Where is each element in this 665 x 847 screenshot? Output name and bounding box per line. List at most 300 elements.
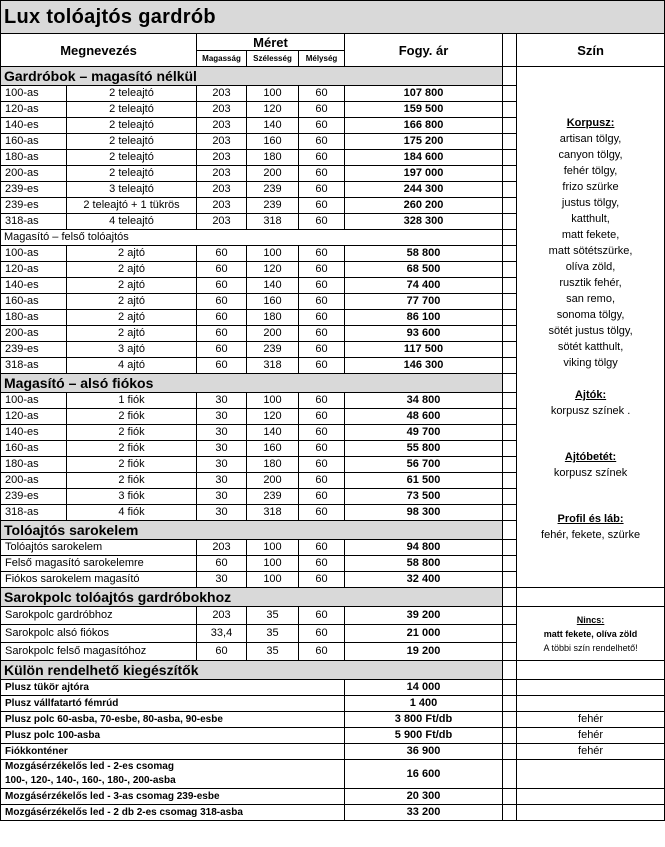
table-row [1, 789, 665, 805]
item-height: 203 [197, 118, 247, 134]
spacer-cell [503, 67, 517, 86]
item-depth: 60 [299, 166, 345, 182]
accessory-color [517, 680, 665, 696]
spacer-cell [503, 393, 517, 409]
col-header-name: Megnevezés [1, 34, 197, 67]
item-code: 239-es [1, 182, 67, 198]
spacer-cell [503, 342, 517, 358]
section-header-sarokpolc [1, 588, 665, 607]
spacer-cell [503, 489, 517, 505]
item-height: 203 [197, 182, 247, 198]
item-height: 60 [197, 310, 247, 326]
spacer-cell [503, 744, 517, 760]
item-width: 100 [247, 246, 299, 262]
korpusz-color: sötét katthult, [557, 341, 624, 353]
item-depth: 60 [299, 118, 345, 134]
item-price: 56 700 [345, 457, 503, 473]
profil-heading: Profil és láb: [557, 513, 624, 525]
item-code: 100-as [1, 86, 67, 102]
item-price: 73 500 [345, 489, 503, 505]
item-height: 60 [197, 342, 247, 358]
item-width: 100 [247, 556, 299, 572]
item-width: 239 [247, 342, 299, 358]
item-type: 2 teleajtó [67, 86, 197, 102]
spacer-cell [503, 805, 517, 821]
item-price: 61 500 [345, 473, 503, 489]
item-price: 244 300 [345, 182, 503, 198]
korpusz-color: sonoma tölgy, [556, 309, 625, 321]
spacer-cell [503, 712, 517, 728]
nincs-colors: matt fekete, olíva zöld [543, 628, 638, 639]
item-price: 21 000 [345, 625, 503, 643]
spacer-cell [503, 358, 517, 374]
spacer-cell [503, 556, 517, 572]
item-height: 203 [197, 134, 247, 150]
item-price: 74 400 [345, 278, 503, 294]
item-price: 55 800 [345, 441, 503, 457]
col-header-depth: Mélység [299, 51, 345, 67]
item-type: 1 fiók [67, 393, 197, 409]
item-width: 180 [247, 310, 299, 326]
korpusz-color: san remo, [566, 293, 616, 305]
item-price: 328 300 [345, 214, 503, 230]
item-code: 318-as [1, 358, 67, 374]
item-type: 2 fiók [67, 425, 197, 441]
item-depth: 60 [299, 310, 345, 326]
spacer-cell [503, 696, 517, 712]
accessory-name-line: Mozgásérzékelős led - 2-es csomag [5, 761, 174, 772]
item-code: 239-es [1, 198, 67, 214]
item-depth: 60 [299, 214, 345, 230]
accessory-color [517, 760, 665, 789]
spacer-cell [503, 262, 517, 278]
item-depth: 60 [299, 393, 345, 409]
item-height: 203 [197, 540, 247, 556]
item-depth: 60 [299, 342, 345, 358]
spacer-cell [503, 134, 517, 150]
item-code: 239-es [1, 342, 67, 358]
item-code: 140-es [1, 278, 67, 294]
accessory-name [1, 744, 345, 760]
item-price: 49 700 [345, 425, 503, 441]
spacer-cell [503, 789, 517, 805]
item-price: 94 800 [345, 540, 503, 556]
item-type: 2 teleajtó [67, 150, 197, 166]
section-title: Külön rendelhető kiegészítők [1, 661, 503, 680]
item-width: 180 [247, 150, 299, 166]
spacer-cell [503, 326, 517, 342]
item-height: 60 [197, 294, 247, 310]
item-depth: 60 [299, 102, 345, 118]
spacer-cell [503, 118, 517, 134]
accessory-name [1, 760, 345, 789]
item-depth: 60 [299, 505, 345, 521]
spacer-cell [503, 198, 517, 214]
accessory-name [1, 789, 345, 805]
spacer-cell [503, 150, 517, 166]
item-width: 160 [247, 134, 299, 150]
item-width: 120 [247, 262, 299, 278]
item-width: 100 [247, 540, 299, 556]
spacer-cell [503, 473, 517, 489]
spacer-cell [503, 607, 517, 625]
item-type: 2 ajtó [67, 294, 197, 310]
item-height: 60 [197, 278, 247, 294]
item-height: 30 [197, 572, 247, 588]
item-height: 60 [197, 643, 247, 661]
spacer-cell [503, 86, 517, 102]
table-row [1, 805, 665, 821]
accessory-name-line: Plusz tükör ajtóra [5, 682, 89, 693]
item-depth: 60 [299, 134, 345, 150]
item-price: 175 200 [345, 134, 503, 150]
korpusz-color: fehér tölgy, [563, 165, 618, 177]
item-type: 2 fiók [67, 473, 197, 489]
item-height: 203 [197, 86, 247, 102]
item-height: 203 [197, 198, 247, 214]
item-height: 203 [197, 214, 247, 230]
unavailable-colors-note [517, 607, 665, 661]
item-price: 197 000 [345, 166, 503, 182]
accessory-name [1, 696, 345, 712]
item-depth: 60 [299, 556, 345, 572]
spacer-cell [503, 310, 517, 326]
item-depth: 60 [299, 489, 345, 505]
item-type: 4 ajtó [67, 358, 197, 374]
item-height: 203 [197, 166, 247, 182]
item-code: 120-as [1, 262, 67, 278]
item-width: 200 [247, 473, 299, 489]
item-type: 2 ajtó [67, 326, 197, 342]
item-depth: 60 [299, 150, 345, 166]
item-price: 58 800 [345, 556, 503, 572]
accessory-name [1, 712, 345, 728]
korpusz-color: katthult, [571, 213, 610, 225]
spacer-cell [503, 294, 517, 310]
item-name: Sarokpolc felső magasítóhoz [1, 643, 197, 661]
col-header-width: Szélesség [247, 51, 299, 67]
item-depth: 60 [299, 246, 345, 262]
item-depth: 60 [299, 262, 345, 278]
item-type: 2 teleajtó + 1 tükrös [67, 198, 197, 214]
item-width: 180 [247, 457, 299, 473]
item-width: 160 [247, 294, 299, 310]
spacer-cell [503, 166, 517, 182]
item-width: 140 [247, 278, 299, 294]
section-title: Sarokpolc tolóajtós gardróbokhoz [1, 588, 503, 607]
item-depth: 60 [299, 326, 345, 342]
col-header-size: Méret [197, 34, 345, 51]
accessory-name [1, 805, 345, 821]
item-width: 200 [247, 166, 299, 182]
item-type: 2 ajtó [67, 310, 197, 326]
table-row [1, 712, 665, 728]
korpusz-color: justus tölgy, [561, 197, 620, 209]
ajtok-colors: korpusz színek . [550, 405, 631, 417]
section-title: Magasító – alsó fiókos [1, 374, 503, 393]
accessory-price: 20 300 [345, 789, 503, 805]
korpusz-color: viking tölgy [563, 357, 618, 369]
korpusz-color: matt fekete, [561, 229, 620, 241]
item-price: 58 800 [345, 246, 503, 262]
item-name: Sarokpolc alsó fiókos [1, 625, 197, 643]
item-price: 184 600 [345, 150, 503, 166]
item-price: 260 200 [345, 198, 503, 214]
item-height: 60 [197, 326, 247, 342]
item-code: 140-es [1, 425, 67, 441]
korpusz-color: frizo szürke [562, 181, 619, 193]
other-colors-note: A többi szín rendelhető! [543, 642, 638, 653]
spacer-cell [503, 425, 517, 441]
color-options-panel [517, 67, 665, 588]
item-name: Fiókos sarokelem magasító [1, 572, 197, 588]
color-cell [517, 661, 665, 680]
item-width: 120 [247, 102, 299, 118]
item-name: Tolóajtós sarokelem [1, 540, 197, 556]
item-price: 68 500 [345, 262, 503, 278]
accessory-price: 16 600 [345, 760, 503, 789]
item-height: 30 [197, 473, 247, 489]
accessory-name-line: Plusz vállfatartó fémrúd [5, 698, 119, 709]
spacer-cell [503, 680, 517, 696]
table-row [1, 728, 665, 744]
item-price: 117 500 [345, 342, 503, 358]
item-width: 140 [247, 425, 299, 441]
item-price: 146 300 [345, 358, 503, 374]
item-code: 160-as [1, 441, 67, 457]
item-height: 33,4 [197, 625, 247, 643]
item-width: 35 [247, 643, 299, 661]
item-width: 318 [247, 214, 299, 230]
item-depth: 60 [299, 294, 345, 310]
item-price: 98 300 [345, 505, 503, 521]
item-price: 93 600 [345, 326, 503, 342]
item-depth: 60 [299, 643, 345, 661]
item-code: 160-as [1, 134, 67, 150]
item-code: 200-as [1, 473, 67, 489]
item-code: 239-es [1, 489, 67, 505]
item-height: 30 [197, 393, 247, 409]
item-price: 39 200 [345, 607, 503, 625]
accessory-color: fehér [517, 728, 665, 744]
spacer-cell [503, 457, 517, 473]
accessory-color [517, 789, 665, 805]
item-type: 2 fiók [67, 441, 197, 457]
item-height: 30 [197, 457, 247, 473]
item-width: 318 [247, 505, 299, 521]
spacer-cell [503, 441, 517, 457]
item-depth: 60 [299, 409, 345, 425]
item-depth: 60 [299, 441, 345, 457]
item-code: 318-as [1, 505, 67, 521]
item-depth: 60 [299, 540, 345, 556]
item-depth: 60 [299, 182, 345, 198]
accessory-price: 14 000 [345, 680, 503, 696]
item-type: 2 teleajtó [67, 118, 197, 134]
item-width: 318 [247, 358, 299, 374]
item-depth: 60 [299, 457, 345, 473]
item-height: 30 [197, 425, 247, 441]
spacer-cell [503, 760, 517, 789]
korpusz-color: matt sötétszürke, [548, 245, 633, 257]
spacer-cell [503, 625, 517, 643]
section-header-gardrob [1, 67, 665, 86]
spacer-cell [503, 521, 517, 540]
section-title: Magasító – felső tolóajtós [1, 230, 503, 246]
spacer-cell [503, 214, 517, 230]
item-code: 318-as [1, 214, 67, 230]
col-header-price: Fogy. ár [345, 34, 503, 67]
spacer-cell [503, 643, 517, 661]
item-code: 180-as [1, 310, 67, 326]
item-depth: 60 [299, 607, 345, 625]
item-type: 2 fiók [67, 409, 197, 425]
item-width: 35 [247, 607, 299, 625]
spacer-cell [503, 728, 517, 744]
item-code: 120-as [1, 409, 67, 425]
item-type: 2 fiók [67, 457, 197, 473]
item-height: 60 [197, 262, 247, 278]
accessory-name-line: Plusz polc 100-asba [5, 730, 101, 741]
item-depth: 60 [299, 625, 345, 643]
item-name: Sarokpolc gardróbhoz [1, 607, 197, 625]
korpusz-color: olíva zöld, [565, 261, 616, 273]
page-title: Lux tolóajtós gardrób [1, 1, 665, 34]
item-height: 30 [197, 441, 247, 457]
item-height: 30 [197, 489, 247, 505]
item-type: 2 teleajtó [67, 166, 197, 182]
item-depth: 60 [299, 86, 345, 102]
item-width: 239 [247, 182, 299, 198]
korpusz-color: rusztik fehér, [559, 277, 622, 289]
item-type: 2 ajtó [67, 278, 197, 294]
item-code: 120-as [1, 102, 67, 118]
spacer-cell [503, 230, 517, 246]
col-header-color: Szín [517, 34, 665, 67]
item-price: 159 500 [345, 102, 503, 118]
accessory-name-line: Fiókkonténer [5, 746, 68, 757]
table-row [1, 760, 665, 789]
item-width: 100 [247, 86, 299, 102]
spacer-cell [503, 374, 517, 393]
item-width: 120 [247, 409, 299, 425]
accessory-color [517, 696, 665, 712]
item-width: 140 [247, 118, 299, 134]
accessory-color: fehér [517, 744, 665, 760]
item-type: 3 teleajtó [67, 182, 197, 198]
spacer-cell [503, 102, 517, 118]
spacer-cell [503, 246, 517, 262]
item-depth: 60 [299, 572, 345, 588]
table-row [1, 680, 665, 696]
item-depth: 60 [299, 473, 345, 489]
item-height: 203 [197, 102, 247, 118]
item-price: 77 700 [345, 294, 503, 310]
item-width: 100 [247, 572, 299, 588]
item-code: 180-as [1, 150, 67, 166]
item-code: 200-as [1, 166, 67, 182]
item-code: 100-as [1, 246, 67, 262]
item-code: 100-as [1, 393, 67, 409]
item-price: 19 200 [345, 643, 503, 661]
korpusz-heading: Korpusz: [566, 117, 615, 129]
item-width: 160 [247, 441, 299, 457]
accessory-price: 36 900 [345, 744, 503, 760]
spacer-cell [503, 505, 517, 521]
item-code: 180-as [1, 457, 67, 473]
accessory-name-line: Mozgásérzékelős led - 3-as csomag 239-esbe [5, 791, 220, 802]
item-height: 60 [197, 358, 247, 374]
item-type: 2 ajtó [67, 262, 197, 278]
accessory-price: 5 900 Ft/db [345, 728, 503, 744]
accessory-name [1, 680, 345, 696]
item-height: 30 [197, 505, 247, 521]
item-code: 200-as [1, 326, 67, 342]
profil-colors: fehér, fekete, szürke [541, 529, 641, 541]
ajtok-heading: Ajtók: [574, 389, 607, 401]
item-depth: 60 [299, 198, 345, 214]
item-type: 3 ajtó [67, 342, 197, 358]
korpusz-color: canyon tölgy, [558, 149, 623, 161]
spacer-cell [503, 34, 517, 67]
accessory-price: 3 800 Ft/db [345, 712, 503, 728]
item-height: 203 [197, 150, 247, 166]
accessory-name [1, 728, 345, 744]
ajtobetet-colors: korpusz színek [553, 467, 628, 479]
table-row [1, 744, 665, 760]
item-price: 48 600 [345, 409, 503, 425]
item-type: 3 fiók [67, 489, 197, 505]
item-height: 203 [197, 607, 247, 625]
item-type: 2 teleajtó [67, 102, 197, 118]
item-code: 160-as [1, 294, 67, 310]
item-width: 239 [247, 198, 299, 214]
spacer-cell [503, 409, 517, 425]
table-row [1, 607, 665, 625]
item-height: 60 [197, 246, 247, 262]
item-depth: 60 [299, 278, 345, 294]
item-height: 60 [197, 556, 247, 572]
item-price: 166 800 [345, 118, 503, 134]
ajtobetet-heading: Ajtóbetét: [564, 451, 617, 463]
section-title: Tolóajtós sarokelem [1, 521, 503, 540]
item-price: 32 400 [345, 572, 503, 588]
color-cell [517, 588, 665, 607]
table-row [1, 696, 665, 712]
spacer-cell [503, 182, 517, 198]
col-header-height: Magasság [197, 51, 247, 67]
item-name: Felső magasító sarokelemre [1, 556, 197, 572]
item-width: 35 [247, 625, 299, 643]
item-height: 30 [197, 409, 247, 425]
item-code: 140-es [1, 118, 67, 134]
item-price: 86 100 [345, 310, 503, 326]
item-width: 239 [247, 489, 299, 505]
item-price: 107 800 [345, 86, 503, 102]
item-type: 4 fiók [67, 505, 197, 521]
spacer-cell [503, 588, 517, 607]
spacer-cell [503, 540, 517, 556]
section-title: Gardróbok – magasító nélkül [1, 67, 503, 86]
item-depth: 60 [299, 425, 345, 441]
accessory-price: 1 400 [345, 696, 503, 712]
nincs-heading: Nincs: [576, 614, 605, 625]
section-header-kulon [1, 661, 665, 680]
item-type: 2 ajtó [67, 246, 197, 262]
accessory-name-line: Plusz polc 60-asba, 70-esbe, 80-asba, 90-esbe [5, 714, 223, 725]
accessory-name-line: 100-, 120-, 140-, 160-, 180-, 200-asba [5, 775, 176, 786]
item-type: 4 teleajtó [67, 214, 197, 230]
